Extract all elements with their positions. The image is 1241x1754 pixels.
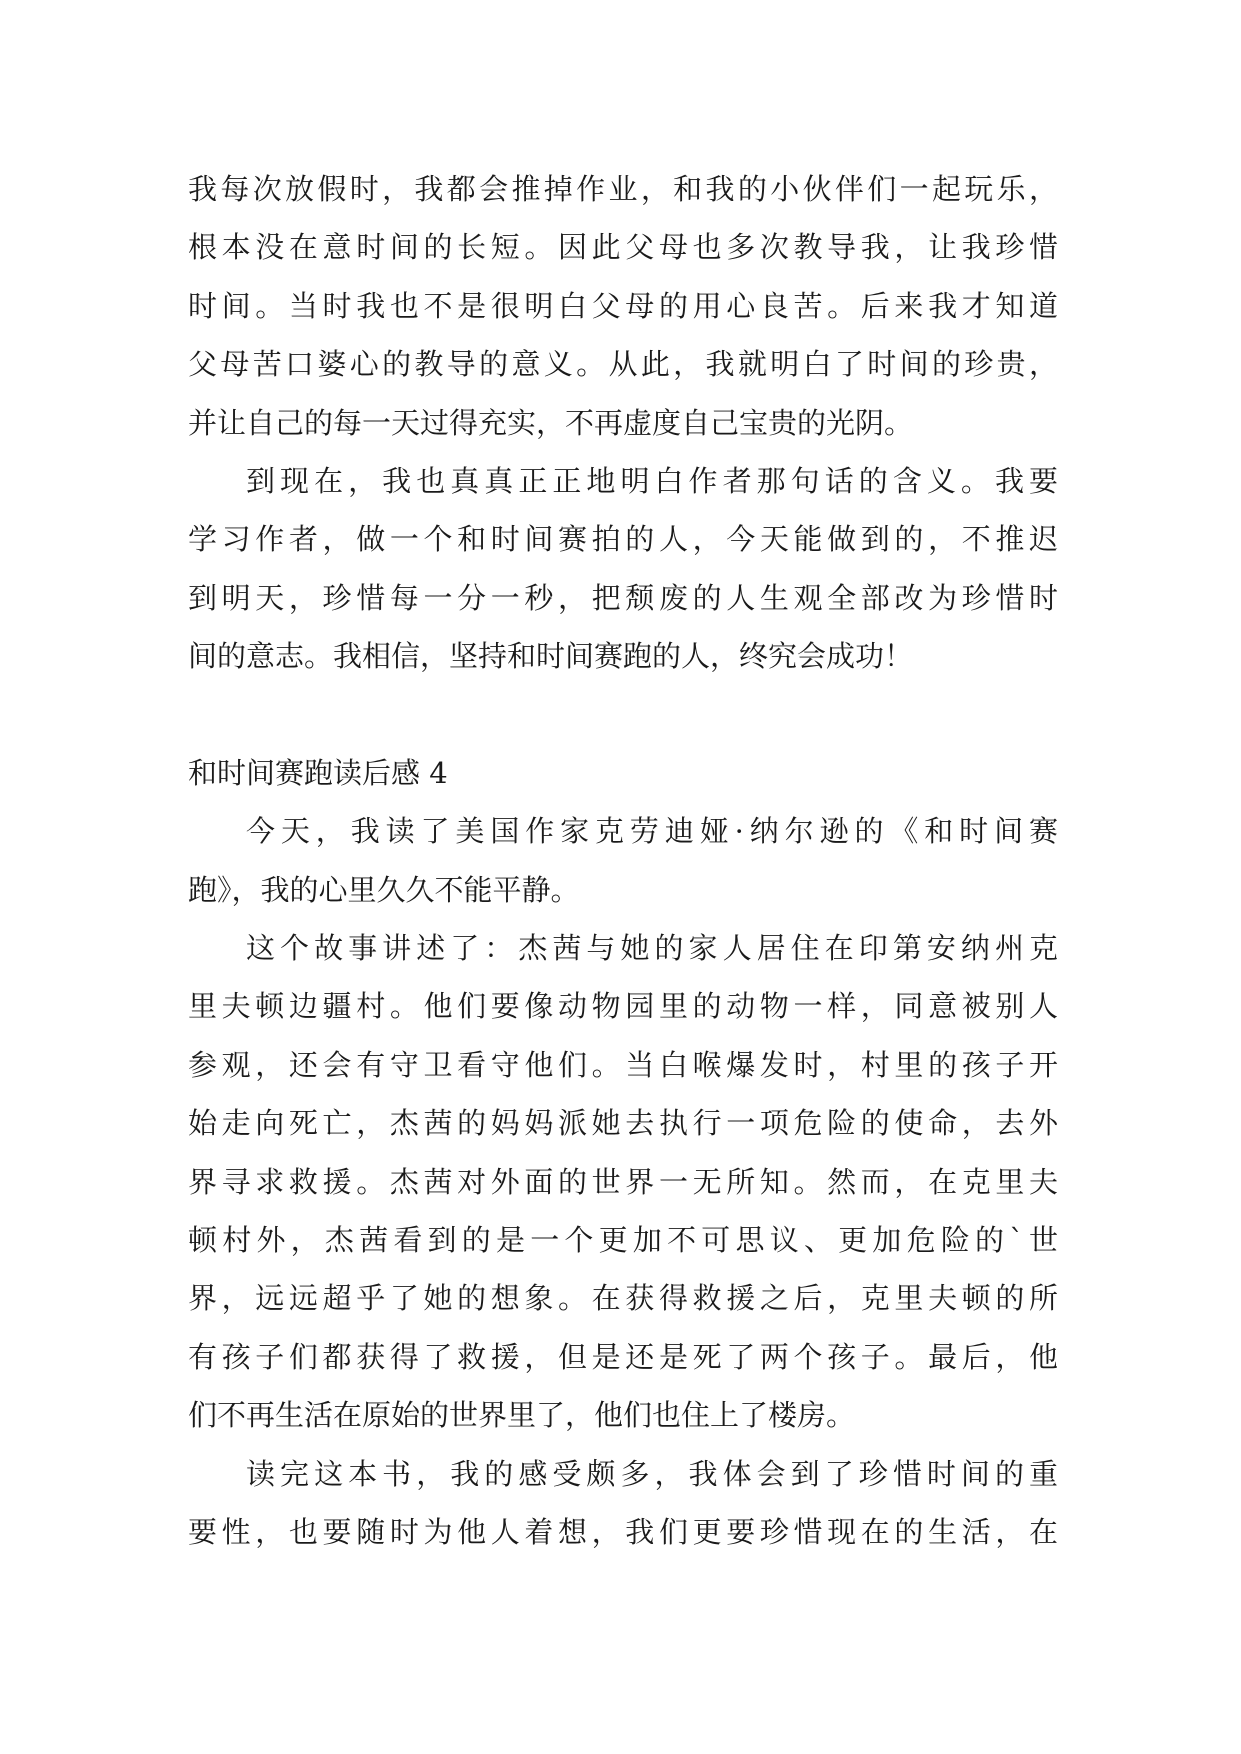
text-line: 间的意志。我相信，坚持和时间赛跑的人，终究会成功！ xyxy=(188,639,914,674)
text-line: 到明天，珍惜每一分一秒，把颓废的人生观全部改为珍惜时 xyxy=(188,580,1058,615)
section-spacer xyxy=(188,686,1058,744)
text-line: 今天，我读了美国作家克劳迪娅·纳尔逊的《和时间赛 xyxy=(246,814,1058,849)
text-line: 我每次放假时，我都会推掉作业，和我的小伙伴们一起玩乐， xyxy=(188,172,1058,206)
paragraph-5 xyxy=(188,1445,1058,1562)
text-line: 父母苦口婆心的教导的意义。从此，我就明白了时间的珍贵， xyxy=(188,347,1058,382)
text-line: 这个故事讲述了：杰茜与她的家人居住在印第安纳州克 xyxy=(246,931,1058,966)
paragraph-2 xyxy=(188,452,1058,686)
text-line: 并让自己的每一天过得充实，不再虚度自己宝贵的光阴。 xyxy=(188,405,914,440)
text-line: 根本没在意时间的长短。因此父母也多次教导我，让我珍惜 xyxy=(188,230,1058,265)
text-line: 到现在，我也真真正正地明白作者那句话的含义。我要 xyxy=(246,463,1058,498)
text-line: 们不再生活在原始的世界里了，他们也住上了楼房。 xyxy=(188,1398,856,1433)
text-line: 始走向死亡，杰茜的妈妈派她去执行一项危险的使命，去外 xyxy=(188,1106,1058,1141)
text-line: 界，远远超乎了她的想象。在获得救援之后，克里夫顿的所 xyxy=(188,1281,1058,1316)
paragraph-3 xyxy=(188,802,1058,919)
text-line: 里夫顿边疆村。他们要像动物园里的动物一样，同意被别人 xyxy=(188,989,1058,1024)
paragraph-4 xyxy=(188,919,1058,1445)
text-line: 跑》，我的心里久久不能平静。 xyxy=(188,872,580,907)
text-line: 有孩子们都获得了救援，但是还是死了两个孩子。最后，他 xyxy=(188,1339,1058,1374)
text-line: 顿村外，杰茜看到的是一个更加不可思议、更加危险的`世 xyxy=(188,1223,1058,1258)
document-body xyxy=(188,160,1058,1561)
text-line: 要性，也要随时为他人着想，我们更要珍惜现在的生活，在 xyxy=(188,1514,1058,1549)
paragraph-1 xyxy=(188,160,1058,452)
text-line: 学习作者，做一个和时间赛拍的人，今天能做到的，不推迟 xyxy=(188,522,1058,557)
section-heading: 和时间赛跑读后感 4 xyxy=(188,755,448,790)
text-line: 参观，还会有守卫看守他们。当白喉爆发时，村里的孩子开 xyxy=(188,1047,1058,1082)
text-line: 界寻求救援。杰茜对外面的世界一无所知。然而，在克里夫 xyxy=(188,1164,1058,1199)
text-line: 读完这本书，我的感受颇多，我体会到了珍惜时间的重 xyxy=(246,1456,1058,1491)
text-line: 时间。当时我也不是很明白父母的用心良苦。后来我才知道 xyxy=(188,288,1058,323)
